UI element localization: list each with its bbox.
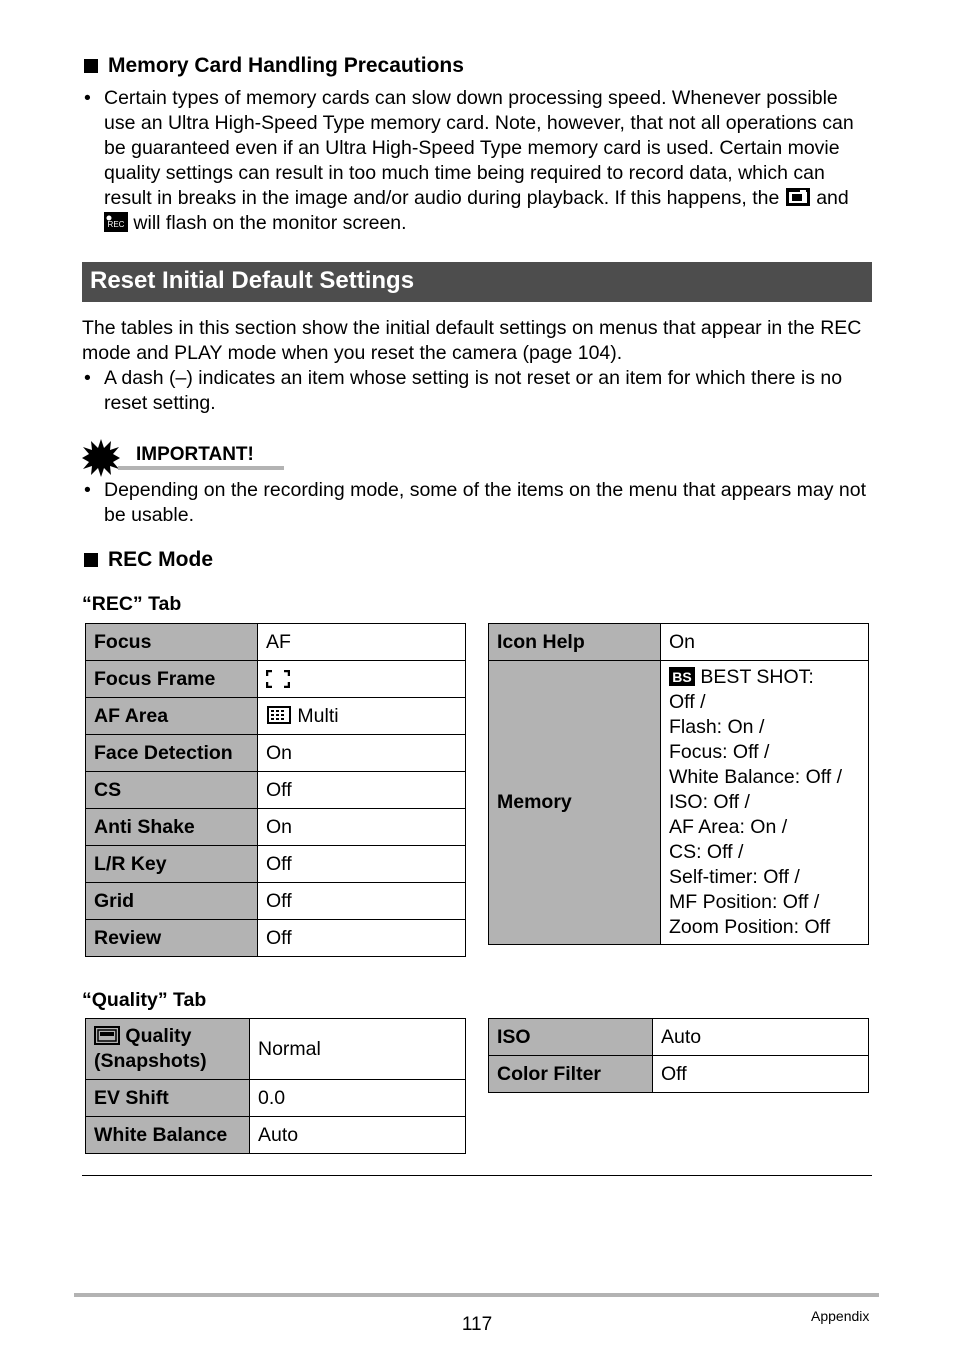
reset-intro: The tables in this section show the initial default settings on menus that appear in the REC mode and PLAY mode when you reset the camera (page 104). bbox=[82, 317, 862, 364]
rec-mode-heading: REC Mode bbox=[84, 548, 213, 572]
table-row: Icon Help On bbox=[489, 624, 869, 661]
table-row: Grid Off bbox=[86, 883, 466, 920]
svg-text:BS: BS bbox=[672, 669, 692, 685]
starburst-icon bbox=[82, 439, 120, 477]
svg-text:REC: REC bbox=[107, 220, 125, 229]
focus-frame-icon bbox=[266, 670, 290, 688]
table-row: Face Detection On bbox=[86, 735, 466, 772]
table-row: White Balance Auto bbox=[86, 1117, 466, 1154]
quality-left-table bbox=[85, 1018, 466, 1154]
footer-rule bbox=[74, 1293, 879, 1297]
table-row: Anti Shake On bbox=[86, 809, 466, 846]
table-row: CS Off bbox=[86, 772, 466, 809]
snapshot-quality-icon bbox=[94, 1026, 120, 1045]
table-row: Focus AF bbox=[86, 624, 466, 661]
section-divider bbox=[82, 1175, 872, 1176]
square-bullet-icon bbox=[84, 59, 98, 73]
square-bullet-icon bbox=[84, 553, 98, 567]
footer-section: Appendix bbox=[811, 1308, 870, 1324]
table-row: ISO Auto bbox=[489, 1019, 869, 1056]
section-title: Reset Initial Default Settings bbox=[90, 267, 415, 294]
table-row: Focus Frame bbox=[86, 661, 466, 698]
reset-bullet: • A dash (–) indicates an item whose setting is not reset or an item for which there is no reset setting. bbox=[84, 367, 843, 414]
table-row: Memory BS BEST SHOT: Off / Flash: On / Focus: Off / White Balance: Off / ISO: Off / AF Area: On / CS: Off / Self-timer: Off / MF Position: Off / Zoom Position: Off bbox=[489, 661, 869, 945]
page-number: 117 bbox=[461, 1314, 493, 1335]
memory-value: BS BEST SHOT: Off / Flash: On / Focus: Off / White Balance: Off / ISO: Off / AF Area: On / CS: Off / Self-timer: Off / MF Position: Off / Zoom Position: Off bbox=[661, 661, 869, 945]
multi-af-icon bbox=[266, 705, 292, 725]
table-row: Color Filter Off bbox=[489, 1056, 869, 1093]
folder-play-icon bbox=[785, 187, 811, 207]
table-row: EV Shift 0.0 bbox=[86, 1080, 466, 1117]
quality-tab-label: “Quality” Tab bbox=[82, 989, 207, 1011]
rec-right-table bbox=[488, 623, 869, 945]
bs-icon bbox=[669, 667, 695, 686]
rec-icon bbox=[104, 212, 128, 232]
memory-heading: Memory Card Handling Precautions bbox=[84, 54, 464, 78]
important-label: IMPORTANT! bbox=[136, 444, 254, 465]
rec-tab-label: “REC” Tab bbox=[82, 593, 182, 615]
quality-right-table bbox=[488, 1018, 869, 1093]
important-underline bbox=[118, 466, 284, 470]
important-bullet: • Depending on the recording mode, some of the items on the menu that appears may not be usable. bbox=[84, 479, 867, 526]
table-row: AF Area Multi bbox=[86, 698, 466, 735]
section-title-band bbox=[82, 262, 872, 302]
rec-left-table bbox=[85, 623, 466, 957]
table-row: Quality (Snapshots) Normal bbox=[86, 1019, 466, 1080]
table-row: Review Off bbox=[86, 920, 466, 957]
table-row: L/R Key Off bbox=[86, 846, 466, 883]
memory-bullet: • Certain types of memory cards can slow down processing speed. Whenever possible use an Ultra High-Speed Type memory card. Note, however, that not all operations can be guaranteed even if an Ultra High-Speed Type memory card is used. Certain movie quality settings can result in too much time being required to record data, which can result in breaks in the image and/or audio during playback. If this happens, the and REC will flash on the monitor screen. bbox=[84, 87, 854, 234]
